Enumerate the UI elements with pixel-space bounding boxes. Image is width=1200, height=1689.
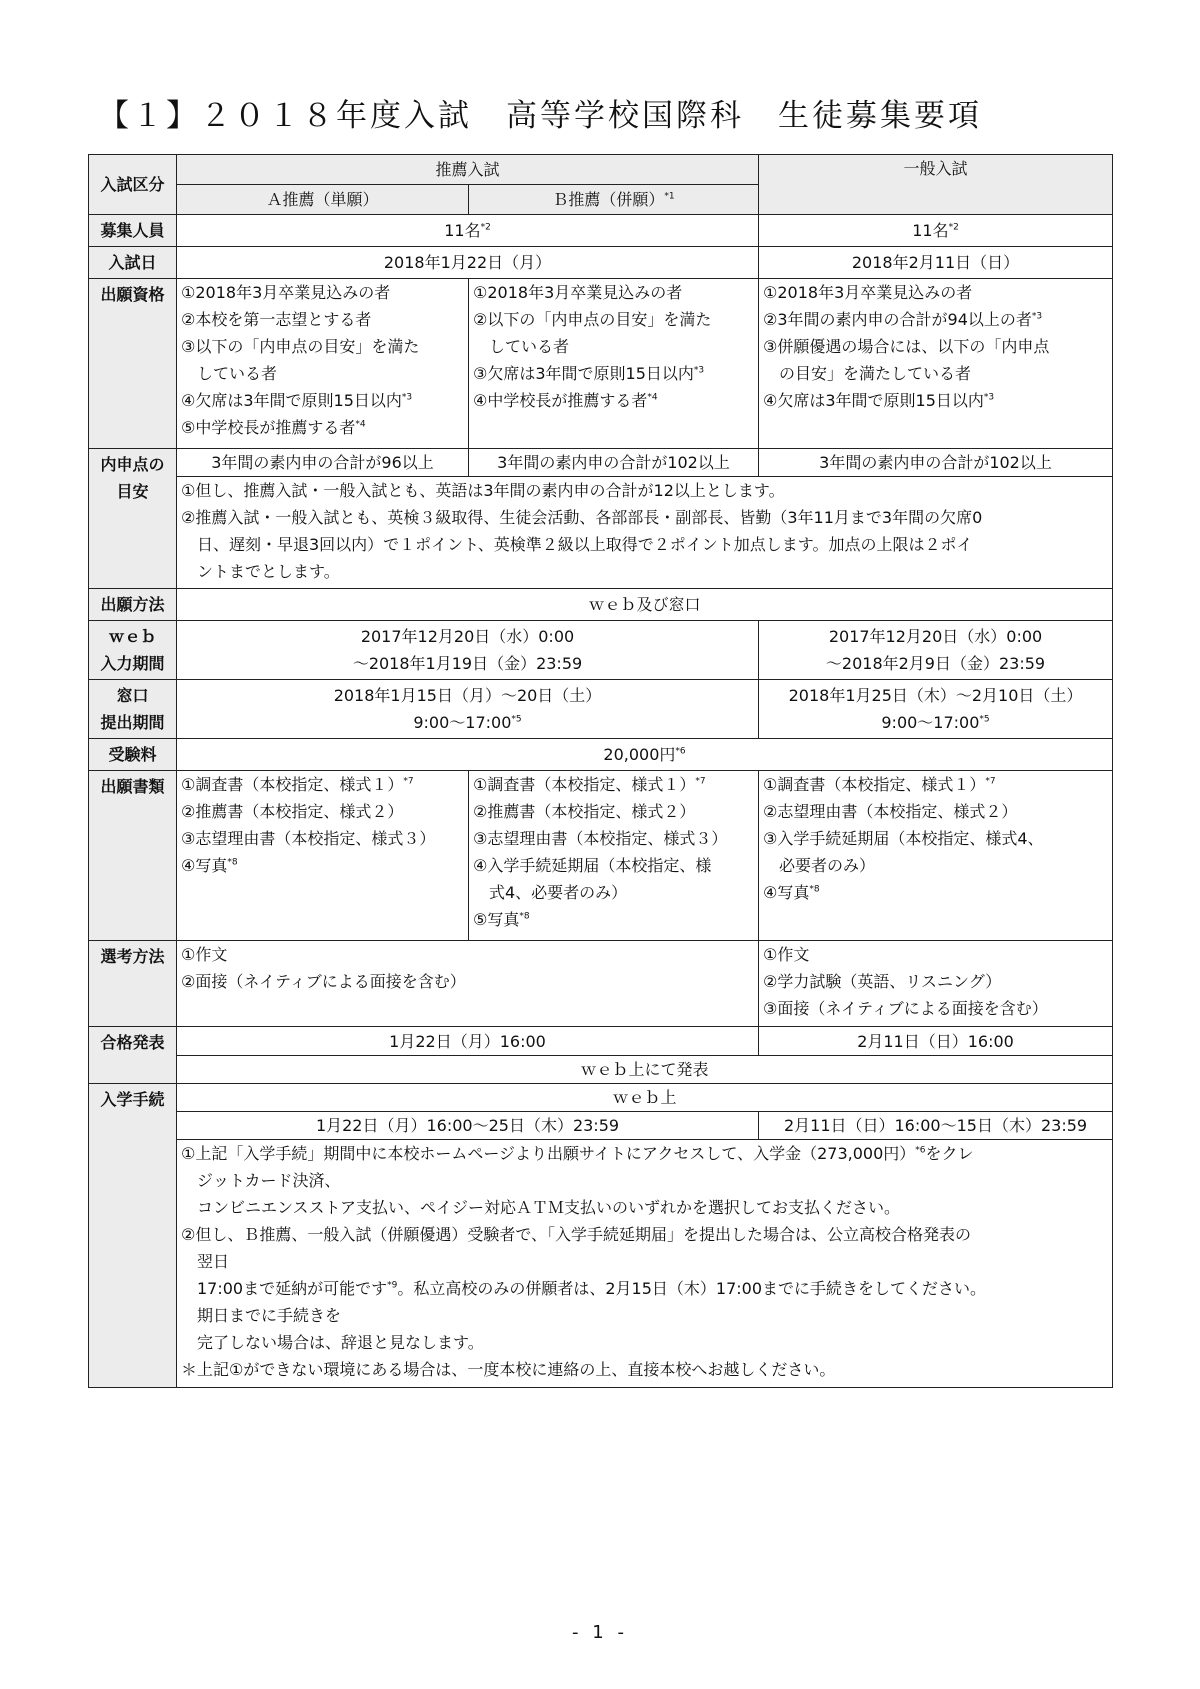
row-tetsuzuki-notes <box>89 1140 1113 1388</box>
row-jukenryo <box>89 739 1113 771</box>
meyasu-a: 3年間の素内申の合計が96以上 <box>177 449 469 477</box>
jukenryo-value: 20,000円$^{*6}$ <box>177 739 1113 771</box>
label-madoguchi: 窓口 提出期間 <box>89 680 177 739</box>
row-gokaku-method <box>89 1056 1113 1084</box>
meyasu-notes: ①但し、推薦入試・一般入試とも、英語は3年間の素内申の合計が12以上とします。 ②推薦入試・一般入試とも、英検３級取得、生徒会活動、各部部長・副部長、皆勤（3年11月まで3年間の欠席0 日、遅刻・早退3回以内）で１ポイント、英検準２級以上取得で２ポイント加点します。加点の上限は２ポイ ントまでとします。 <box>177 477 1113 589</box>
madoguchi-period-ippan: 2018年1月25日（木）～2月10日（土） 9:00～17:00$^{*5}$ <box>759 680 1113 739</box>
row-boshu <box>89 215 1113 247</box>
label-meyasu: 内申点の 目安 <box>89 449 177 589</box>
gokaku-ippan: 2月11日（日）16:00 <box>759 1027 1113 1056</box>
page-title: 【１】２０１８年度入試 高等学校国際科 生徒募集要項 <box>98 98 982 134</box>
header-row <box>89 155 1113 185</box>
admissions-table <box>88 154 1113 1388</box>
tetsuzuki-ippan: 2月11日（日）16:00～15日（木）23:59 <box>759 1112 1113 1140</box>
madoguchi-period-suisen: 2018年1月15日（月）～20日（土） 9:00～17:00$^{*5}$ <box>177 680 759 739</box>
shikaku-a: ①2018年3月卒業見込みの者 ②本校を第一志望とする者 ③以下の「内申点の目安」を満た している者 ④欠席は3年間で原則15日以内$^{*3}$ ⑤中学校長が推薦する者$^{*4}$ <box>177 279 469 449</box>
label-tetsuzuki: 入学手続 <box>89 1084 177 1388</box>
row-gokaku <box>89 1027 1113 1056</box>
label-shikaku: 出願資格 <box>89 279 177 449</box>
web-period-ippan: 2017年12月20日（水）0:00 ～2018年2月9日（金）23:59 <box>759 621 1113 680</box>
row-tetsuzuki-period <box>89 1112 1113 1140</box>
label-shorui: 出願書類 <box>89 771 177 941</box>
row-meyasu <box>89 449 1113 477</box>
shikaku-ippan: ①2018年3月卒業見込みの者 ②3年間の素内申の合計が94以上の者$^{*3}$ ③併願優遇の場合には、以下の「内申点 の目安」を満たしている者 ④欠席は3年間で原則15日以内$^{*3}$ <box>759 279 1113 449</box>
web-period-suisen: 2017年12月20日（水）0:00 ～2018年1月19日（金）23:59 <box>177 621 759 680</box>
tetsuzuki-notes: ①上記「入学手続」期間中に本校ホームページより出願サイトにアクセスして、入学金（273,000円）$^{*6}$をクレ ジットカード決済、 コンビニエンスストア支払い、ペイジー対応ＡＴＭ支払いのいずれかを選択してお支払ください。 ②但し、Ｂ推薦、一般入試（併願優遇）受験者で、「入学手続延期届」を提出した場合は、公立高校合格発表の 翌日 17:00まで延納が可能です$^{*9}$。私立高校のみの併願者は、2月15日（木）17:00までに手続きをしてください。 期日までに手続きを 完了しない場合は、辞退と見なします。 ＊上記①ができない環境にある場合は、一度本校に連絡の上、直接本校へお越しください。 <box>177 1140 1113 1388</box>
header-ippan: 一般入試 <box>759 155 1113 215</box>
shorui-a: ①調査書（本校指定、様式１）$^{*7}$ ②推薦書（本校指定、様式２） ③志望理由書（本校指定、様式３） ④写真$^{*8}$ <box>177 771 469 941</box>
header-a-suisen: Ａ推薦（単願） <box>177 185 469 215</box>
nyushibi-suisen: 2018年1月22日（月） <box>177 247 759 279</box>
row-nyushibi <box>89 247 1113 279</box>
senko-suisen: ①作文 ②面接（ネイティブによる面接を含む） <box>177 941 759 1027</box>
shorui-b: ①調査書（本校指定、様式１）$^{*7}$ ②推薦書（本校指定、様式２） ③志望理由書（本校指定、様式３） ④入学手続延期届（本校指定、様 式4、必要者のみ） ⑤写真$^{*8}$ <box>469 771 759 941</box>
header-b-suisen: Ｂ推薦（併願）$^{*1}$ <box>469 185 759 215</box>
row-shorui <box>89 771 1113 941</box>
label-nyushibi: 入試日 <box>89 247 177 279</box>
boshu-ippan: 11名$^{*2}$ <box>759 215 1113 247</box>
nyushibi-ippan: 2018年2月11日（日） <box>759 247 1113 279</box>
label-boshu: 募集人員 <box>89 215 177 247</box>
gokaku-method: ｗｅｂ上にて発表 <box>177 1056 1113 1084</box>
label-kubun: 入試区分 <box>89 155 177 215</box>
gokaku-suisen: 1月22日（月）16:00 <box>177 1027 759 1056</box>
row-tetsuzuki <box>89 1084 1113 1112</box>
row-shikaku <box>89 279 1113 449</box>
row-madoguchi-period <box>89 680 1113 739</box>
label-gokaku: 合格発表 <box>89 1027 177 1084</box>
tetsuzuki-method: ｗｅｂ上 <box>177 1084 1113 1112</box>
header-suisen: 推薦入試 <box>177 155 759 185</box>
row-hoho <box>89 589 1113 621</box>
meyasu-ippan: 3年間の素内申の合計が102以上 <box>759 449 1113 477</box>
hoho-value: ｗｅｂ及び窓口 <box>177 589 1113 621</box>
page-number: - 1 - <box>572 1622 628 1643</box>
meyasu-b: 3年間の素内申の合計が102以上 <box>469 449 759 477</box>
tetsuzuki-suisen: 1月22日（月）16:00～25日（木）23:59 <box>177 1112 759 1140</box>
row-meyasu-notes <box>89 477 1113 589</box>
senko-ippan: ①作文 ②学力試験（英語、リスニング） ③面接（ネイティブによる面接を含む） <box>759 941 1113 1027</box>
label-web: ｗｅｂ 入力期間 <box>89 621 177 680</box>
label-jukenryo: 受験料 <box>89 739 177 771</box>
shorui-ippan: ①調査書（本校指定、様式１）$^{*7}$ ②志望理由書（本校指定、様式２） ③入学手続延期届（本校指定、様式4、 必要者のみ） ④写真$^{*8}$ <box>759 771 1113 941</box>
label-hoho: 出願方法 <box>89 589 177 621</box>
row-web-period <box>89 621 1113 680</box>
row-senko <box>89 941 1113 1027</box>
label-senko: 選考方法 <box>89 941 177 1027</box>
boshu-suisen: 11名$^{*2}$ <box>177 215 759 247</box>
shikaku-b: ①2018年3月卒業見込みの者 ②以下の「内申点の目安」を満た している者 ③欠席は3年間で原則15日以内$^{*3}$ ④中学校長が推薦する者$^{*4}$ <box>469 279 759 449</box>
